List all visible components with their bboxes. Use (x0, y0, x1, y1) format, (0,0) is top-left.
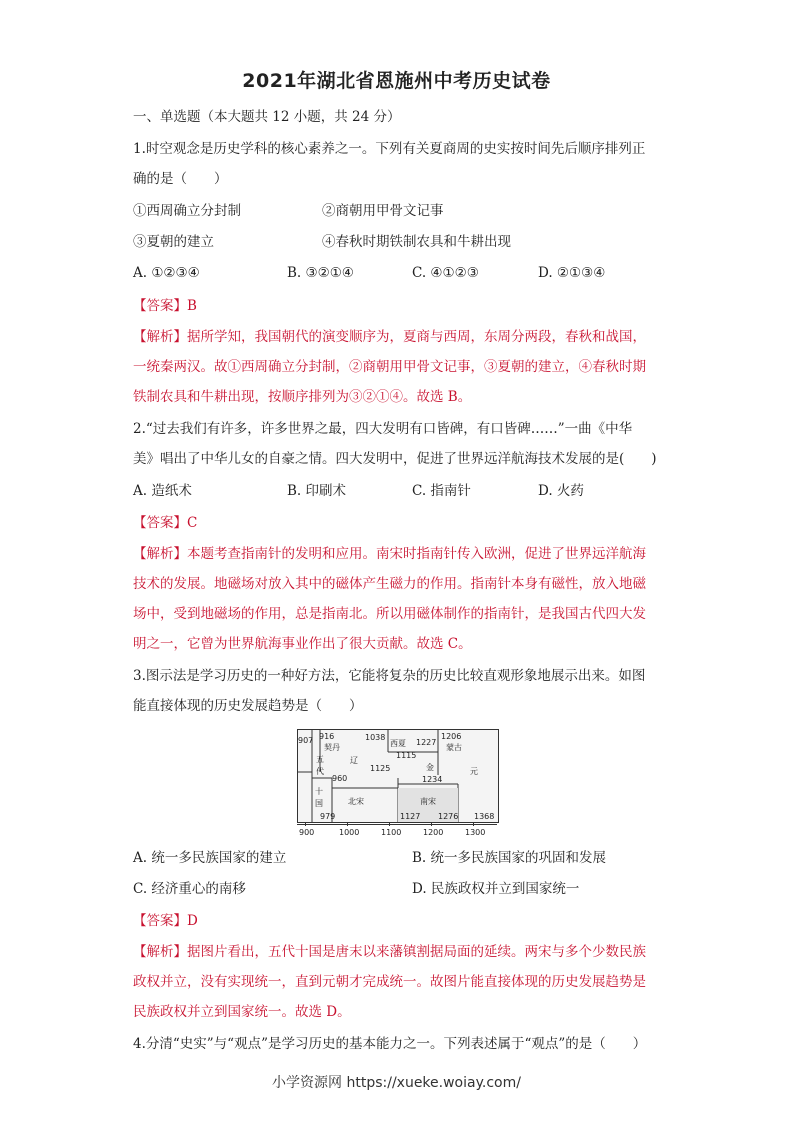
q2-option-c: C. 指南针 (412, 483, 471, 499)
axis-tick (305, 822, 306, 826)
axis-label-1300: 1300 (465, 828, 486, 837)
q3-option-b: B. 统一多民族国家的巩固和发展 (412, 850, 607, 866)
q3-stem-line2: 能直接体现的历史发展趋势是（ ） (133, 698, 363, 714)
q3-stem-line1: 3.图示法是学习历史的一种好方法，它能将复杂的历史比较直观形象地展示出来。如图 (133, 668, 646, 684)
label-1368: 1368 (474, 812, 495, 821)
q3-option-c: C. 经济重心的南移 (133, 881, 246, 897)
label-916: 916 (319, 732, 335, 741)
timeline-axis (297, 824, 497, 825)
q1-option-b: B. ③②①④ (287, 265, 354, 281)
axis-tick (431, 822, 432, 826)
label-1038: 1038 (365, 733, 386, 742)
q1-option-c: C. ④①②③ (412, 265, 479, 281)
q1-stem-line2: 确的是（ ） (133, 171, 228, 187)
q2-stem-line2: 美》唱出了中华儿女的自豪之情。四大发明中，促进了世界远洋航海技术发展的是( ) (133, 451, 657, 467)
q4-stem-line1: 4.分清“史实”与“观点”是学习历史的基本能力之一。下列表述属于“观点”的是（ ） (133, 1036, 647, 1052)
label-liao: 辽 (350, 756, 358, 765)
q2-explanation-line2: 技术的发展。地磁场对放入其中的磁体产生磁力的作用。指南针本身有磁性，放入地磁 (133, 576, 646, 592)
q2-option-a: A. 造纸术 (133, 483, 192, 499)
q1-item-2: ②商朝用甲骨文记事 (322, 203, 444, 219)
q2-option-d: D. 火药 (538, 483, 584, 499)
label-nansong: 南宋 (420, 797, 436, 806)
label-979: 979 (320, 812, 336, 821)
q3-explanation-line2: 政权并立，没有实现统一，直到元朝才完成统一。故图片能直接体现的历史发展趋势是 (133, 974, 646, 990)
label-1127: 1127 (400, 812, 421, 821)
label-1206: 1206 (441, 732, 462, 741)
map-frame (297, 729, 499, 823)
axis-label-900: 900 (299, 828, 315, 837)
history-timeline-map (297, 729, 505, 835)
q3-answer: 【答案】D (133, 913, 198, 929)
q1-answer: 【答案】B (133, 298, 197, 314)
page-footer: 小学资源网 https://xueke.woiay.com/ (272, 1075, 521, 1091)
q1-explanation-line1: 【解析】据所学知，我国朝代的演变顺序为，夏商与西周，东周分两段，春秋和战国， (133, 329, 646, 345)
q1-item-3: ③夏朝的建立 (133, 234, 214, 250)
label-1115: 1115 (396, 751, 417, 760)
axis-label-1200: 1200 (423, 828, 444, 837)
label-yuan: 元 (470, 767, 478, 776)
axis-tick (347, 822, 348, 826)
axis-label-1000: 1000 (339, 828, 360, 837)
label-1276: 1276 (438, 812, 459, 821)
q1-explanation-line3: 铁制农具和牛耕出现，按顺序排列为③②①④。故选 B。 (133, 389, 472, 405)
label-wu: 五 (316, 755, 324, 764)
label-shi: 十 (315, 787, 323, 796)
q1-item-4: ④春秋时期铁制农具和牛耕出现 (322, 234, 511, 250)
label-qidan: 契丹 (324, 743, 340, 752)
section-heading: 一、单选题（本大题共 12 小题，共 24 分） (133, 109, 401, 125)
q1-option-d: D. ②①③④ (538, 265, 606, 281)
q1-option-a: A. ①②③④ (133, 265, 200, 281)
label-907: 907 (298, 736, 314, 745)
axis-tick (389, 822, 390, 826)
q2-option-b: B. 印刷术 (287, 483, 347, 499)
label-1234: 1234 (422, 775, 443, 784)
label-beisong: 北宋 (348, 797, 364, 806)
q2-explanation-line4: 明之一，它曾为世界航海事业作出了很大贡献。故选 C。 (133, 636, 472, 652)
label-960: 960 (332, 774, 348, 783)
q2-answer: 【答案】C (133, 515, 198, 531)
axis-tick (473, 822, 474, 826)
q1-explanation-line2: 一统秦两汉。故①西周确立分封制，②商朝用甲骨文记事，③夏朝的建立，④春秋时期 (133, 359, 646, 375)
q1-item-1: ①西周确立分封制 (133, 203, 241, 219)
axis-label-1100: 1100 (381, 828, 402, 837)
q2-stem-line1: 2.“过去我们有许多，许多世界之最，四大发明有口皆碑，有口皆碑……”一曲《中华 (133, 421, 633, 437)
q2-explanation-line1: 【解析】本题考查指南针的发明和应用。南宋时指南针传入欧洲，促进了世界远洋航海 (133, 546, 646, 562)
label-jin: 金 (426, 763, 434, 772)
label-1227: 1227 (416, 738, 437, 747)
q1-stem-line1: 1.时空观念是历史学科的核心素养之一。下列有关夏商周的史实按时间先后顺序排列正 (133, 141, 646, 157)
label-menggu: 蒙古 (446, 743, 462, 752)
q3-explanation-line1: 【解析】据图片看出，五代十国是唐末以来藩镇割据局面的延续。两宋与多个少数民族 (133, 944, 646, 960)
q3-explanation-line3: 民族政权并立到国家统一。故选 D。 (133, 1004, 351, 1020)
q3-option-a: A. 统一多民族国家的建立 (133, 850, 287, 866)
label-dai: 代 (316, 767, 324, 776)
label-xixia: 西夏 (390, 739, 406, 748)
label-guo: 国 (315, 799, 323, 808)
q2-explanation-line3: 场中，受到地磁场的作用，总是指南北。所以用磁体制作的指南针，是我国古代四大发 (133, 606, 646, 622)
label-1125: 1125 (370, 764, 391, 773)
page-title: 2021年湖北省恩施州中考历史试卷 (242, 70, 551, 92)
q3-option-d: D. 民族政权并立到国家统一 (412, 881, 580, 897)
